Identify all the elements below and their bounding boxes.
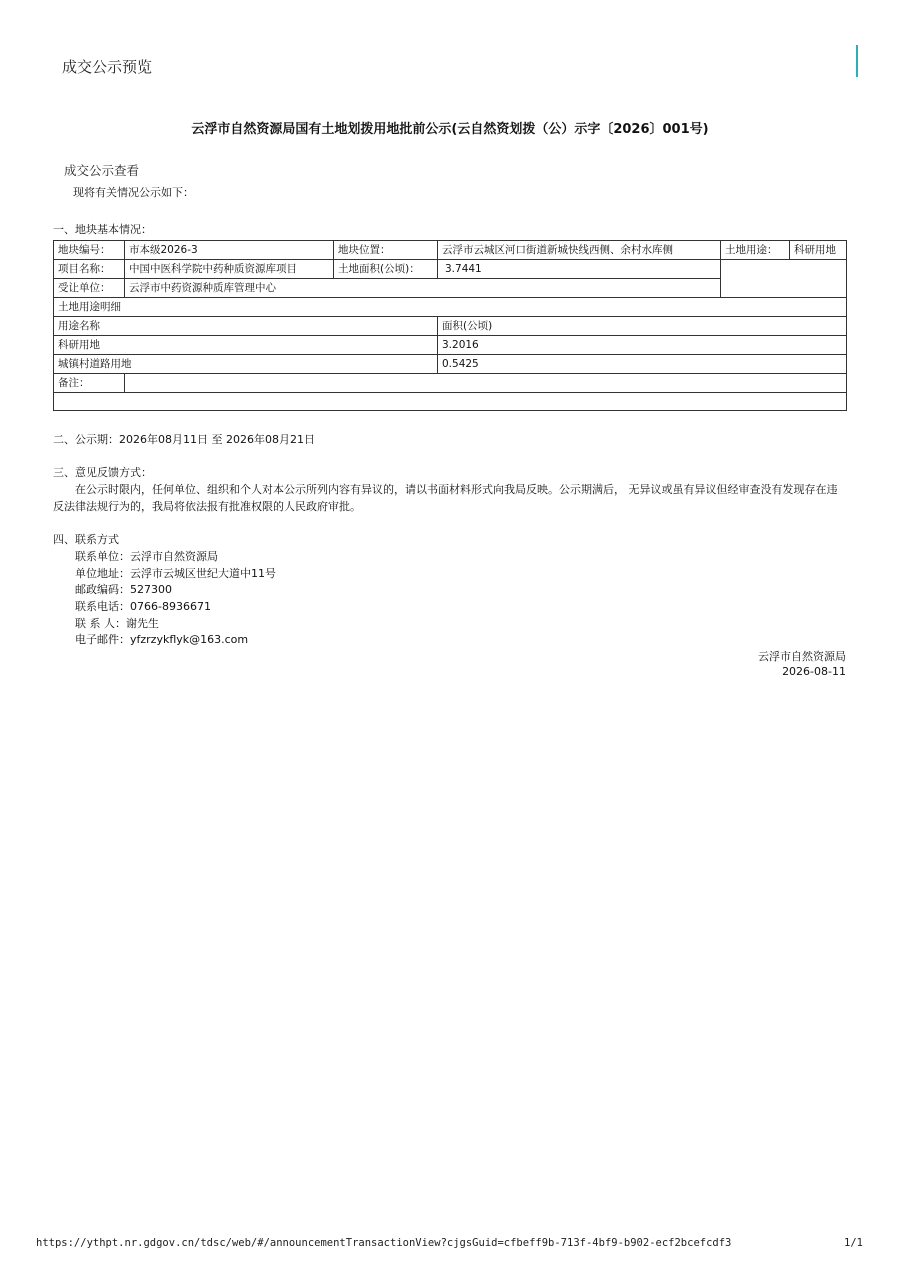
blank-cell	[54, 393, 847, 411]
detail-use-cell: 科研用地	[54, 336, 438, 355]
header-accent-bar	[856, 45, 858, 77]
table-row	[54, 393, 847, 411]
project-label: 项目名称：	[54, 260, 125, 279]
table-row	[54, 241, 847, 260]
section1-heading: 一、地块基本情况：	[53, 223, 152, 236]
section4-heading: 四、联系方式	[53, 533, 119, 546]
land-info-table	[53, 240, 847, 411]
detail-heading: 土地用途明细	[54, 298, 847, 317]
col-use-header: 用途名称	[54, 317, 438, 336]
table-row	[54, 355, 847, 374]
area-label: 土地面积(公顷)：	[334, 260, 438, 279]
page-header-title: 成交公示预览	[62, 58, 153, 76]
transferee-label: 受让单位：	[54, 279, 125, 298]
document-title: 云浮市自然资源局国有土地划拨用地批前公示(云自然资划拨（公）示字〔2026〕001号)	[191, 122, 709, 137]
contact-address: 单位地址：云浮市云城区世纪大道中11号	[75, 567, 276, 580]
signature-date: 2026-08-11	[782, 665, 846, 678]
land-use-label: 土地用途：	[721, 241, 790, 260]
area-value: 3.7441	[438, 260, 721, 279]
contact-person: 联 系 人：谢先生	[75, 617, 159, 630]
empty-cell	[721, 260, 847, 298]
detail-area-cell: 3.2016	[438, 336, 847, 355]
intro-text: 现将有关情况公示如下：	[73, 186, 194, 199]
contact-phone: 联系电话：0766-8936671	[75, 600, 211, 613]
document-subtitle: 成交公示查看	[64, 163, 140, 178]
location-label: 地块位置：	[334, 241, 438, 260]
contact-unit: 联系单位：云浮市自然资源局	[75, 550, 218, 563]
remark-value	[125, 374, 847, 393]
table-row	[54, 374, 847, 393]
transferee-value: 云浮市中药资源种质库管理中心	[125, 279, 721, 298]
section3-heading: 三、意见反馈方式：	[53, 466, 152, 479]
col-area-header: 面积(公顷)	[438, 317, 847, 336]
contact-postcode: 邮政编码：527300	[75, 583, 172, 596]
project-value: 中国中医科学院中药种质资源库项目	[125, 260, 334, 279]
detail-use-cell: 城镇村道路用地	[54, 355, 438, 374]
contact-email: 电子邮件：yfzrzykflyk@163.com	[75, 633, 249, 646]
table-row	[54, 336, 847, 355]
footer-url: https://ythpt.nr.gdgov.cn/tdsc/web/#/announcementTransactionView?cjgsGuid=cfbeff9b-713f-4bf9-b902-ecf2bcefcdf3	[36, 1237, 732, 1249]
parcel-no-value: 市本级2026-3	[125, 241, 334, 260]
table-row	[54, 317, 847, 336]
parcel-no-label: 地块编号：	[54, 241, 125, 260]
remark-label: 备注：	[54, 374, 125, 393]
signature-org: 云浮市自然资源局	[758, 650, 846, 663]
footer-page-number: 1/1	[844, 1237, 863, 1249]
table-row	[54, 298, 847, 317]
detail-area-cell: 0.5425	[438, 355, 847, 374]
table-row	[54, 260, 847, 279]
location-value: 云浮市云城区河口街道新城快线西侧、余村水库侧	[438, 241, 721, 260]
section3-body: 在公示时限内，任何单位、组织和个人对本公示所列内容有异议的，请以书面材料形式向我局反映。公示期满后， 无异议或虽有异议但经审查没有发现存在违反法律法规行为的，我局将依法报有批准权限的人民政府审批。	[53, 483, 838, 513]
land-use-value: 科研用地	[790, 241, 847, 260]
section2-period: 二、公示期：2026年08月11日 至 2026年08月21日	[53, 433, 315, 446]
